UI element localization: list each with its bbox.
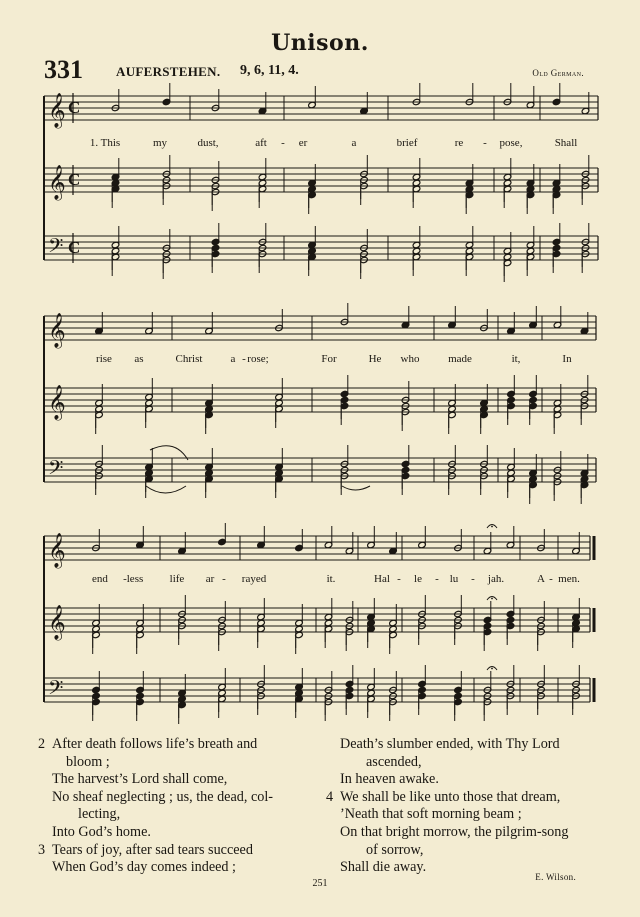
verse-line xyxy=(38,736,328,754)
verse-text: When God’s day comes indeed ; xyxy=(52,859,236,876)
lyric-syllable: 1. This xyxy=(89,137,121,149)
lyric-syllable: made xyxy=(448,353,472,365)
lyric-syllable: who xyxy=(400,353,420,365)
lyric-syllable: end xyxy=(92,573,108,585)
author-credit: E. Wilson. xyxy=(535,872,576,882)
common-time-icon: C xyxy=(68,238,81,257)
lyric-syllable: Shall xyxy=(554,137,578,149)
treble-clef-icon: 𝄞 xyxy=(48,93,66,128)
lyric-syllable: For xyxy=(321,353,337,365)
lyric-syllable: it, xyxy=(511,353,521,365)
verse-text: lecting, xyxy=(78,806,121,823)
verse-line xyxy=(326,736,616,754)
verse-text: We shall be like unto those that dream, xyxy=(340,788,561,805)
treble-clef-icon: 𝄞 xyxy=(48,533,66,568)
verse-line xyxy=(326,754,616,772)
verse-line xyxy=(326,789,616,807)
treble-clef-icon: 𝄞 xyxy=(48,313,66,348)
lyric-syllable: dust, xyxy=(197,137,219,149)
verse-text: ascended, xyxy=(366,753,422,770)
lyric-syllable: re xyxy=(454,137,464,149)
lyric-syllable: - xyxy=(549,573,553,585)
treble-clef-icon: 𝄞 xyxy=(48,605,66,640)
verse-text: After death follows life’s breath and xyxy=(52,736,258,752)
fermata-dot xyxy=(491,598,493,600)
page-number: 251 xyxy=(312,878,328,889)
meter: 9, 6, 11, 4. xyxy=(240,63,299,78)
lyric-syllable: - xyxy=(435,573,439,585)
verse-line xyxy=(326,771,616,789)
verse-text: In heaven awake. xyxy=(340,771,439,788)
lyric-syllable: - xyxy=(397,573,401,585)
verse-line xyxy=(38,859,328,877)
verse-text: The harvest’s Lord shall come, xyxy=(52,771,228,788)
verse-line xyxy=(38,771,328,789)
lyric-syllable: He xyxy=(368,353,382,365)
verses-left-column xyxy=(38,736,328,877)
lyric-syllable: brief xyxy=(396,137,418,149)
verse-line xyxy=(326,824,616,842)
lyric-syllable: aft xyxy=(255,137,267,149)
fermata-dot xyxy=(491,668,493,670)
verse-line xyxy=(38,754,328,772)
lyric-syllable: pose, xyxy=(499,137,523,149)
lyric-syllable: le xyxy=(414,573,422,585)
verse-line xyxy=(326,842,616,860)
verse-number: 3 xyxy=(38,841,46,858)
verse-number: 4 xyxy=(326,788,334,805)
bass-clef-icon: 𝄢 xyxy=(48,676,64,704)
lyric-syllable: a xyxy=(230,353,236,365)
verse-text: No sheaf neglecting ; us, the dead, col- xyxy=(52,788,274,805)
lyric-syllable: as xyxy=(134,353,144,365)
common-time-icon: C xyxy=(68,170,81,189)
verse-line xyxy=(38,842,328,860)
bass-clef-icon: 𝄢 xyxy=(48,234,64,262)
lyric-syllable: rose; xyxy=(247,353,269,365)
lyric-syllable: - xyxy=(123,573,127,585)
lyric-syllable: it. xyxy=(326,573,336,585)
verse-text: On that bright morrow, the pilgrim-song xyxy=(340,823,569,840)
lyric-syllable: life xyxy=(169,573,185,585)
verse-text: Tears of joy, after sad tears succeed xyxy=(52,841,253,858)
lyric-syllable: a xyxy=(351,137,357,149)
verses-right-column xyxy=(326,736,616,877)
verse-line xyxy=(38,824,328,842)
lyric-syllable: - xyxy=(242,353,246,365)
lyric-syllable: Christ xyxy=(175,353,203,365)
slur-arc xyxy=(146,486,186,493)
lyric-syllable: lu xyxy=(449,573,459,585)
lyric-syllable: A xyxy=(537,573,545,585)
verse-line xyxy=(38,806,328,824)
tune-name: AUFERSTEHEN. xyxy=(116,64,221,79)
treble-clef-icon: 𝄞 xyxy=(48,165,66,200)
hymn-number: 331 xyxy=(44,55,83,84)
lyric-syllable: - xyxy=(222,573,226,585)
lyric-syllable: Hal xyxy=(374,573,390,585)
bass-clef-icon: 𝄢 xyxy=(48,456,64,484)
lyric-syllable: ar xyxy=(205,573,215,585)
verse-text: bloom ; xyxy=(66,753,110,770)
lyric-syllable: my xyxy=(152,137,168,149)
lyric-syllable: less xyxy=(126,573,144,585)
verse-text: Shall die away. xyxy=(340,859,427,876)
lyric-syllable: er xyxy=(298,137,308,149)
lyric-syllable: - xyxy=(281,137,285,149)
slur-arc xyxy=(342,486,370,490)
verse-text: Death’s slumber ended, with Thy Lord xyxy=(340,736,560,752)
fermata-dot xyxy=(491,526,493,528)
verse-text: of sorrow, xyxy=(366,841,424,858)
verse-line xyxy=(326,806,616,824)
lyric-syllable: rise xyxy=(96,353,112,365)
lyric-syllable: - xyxy=(483,137,487,149)
common-time-icon: C xyxy=(68,98,81,117)
verse-line xyxy=(38,789,328,807)
verse-text: Into God’s home. xyxy=(52,823,151,840)
lyric-syllable: In xyxy=(562,353,572,365)
lyric-syllable: rayed xyxy=(241,573,267,585)
tune-source: Old German. xyxy=(532,68,584,78)
verse-number: 2 xyxy=(38,736,46,752)
lyric-syllable: - xyxy=(471,573,475,585)
lyric-syllable: jah. xyxy=(487,573,505,585)
lyric-syllable: men. xyxy=(558,573,580,585)
treble-clef-icon: 𝄞 xyxy=(48,385,66,420)
section-title: Unison. xyxy=(271,30,369,56)
verse-text: ’Neath that soft morning beam ; xyxy=(340,806,522,823)
